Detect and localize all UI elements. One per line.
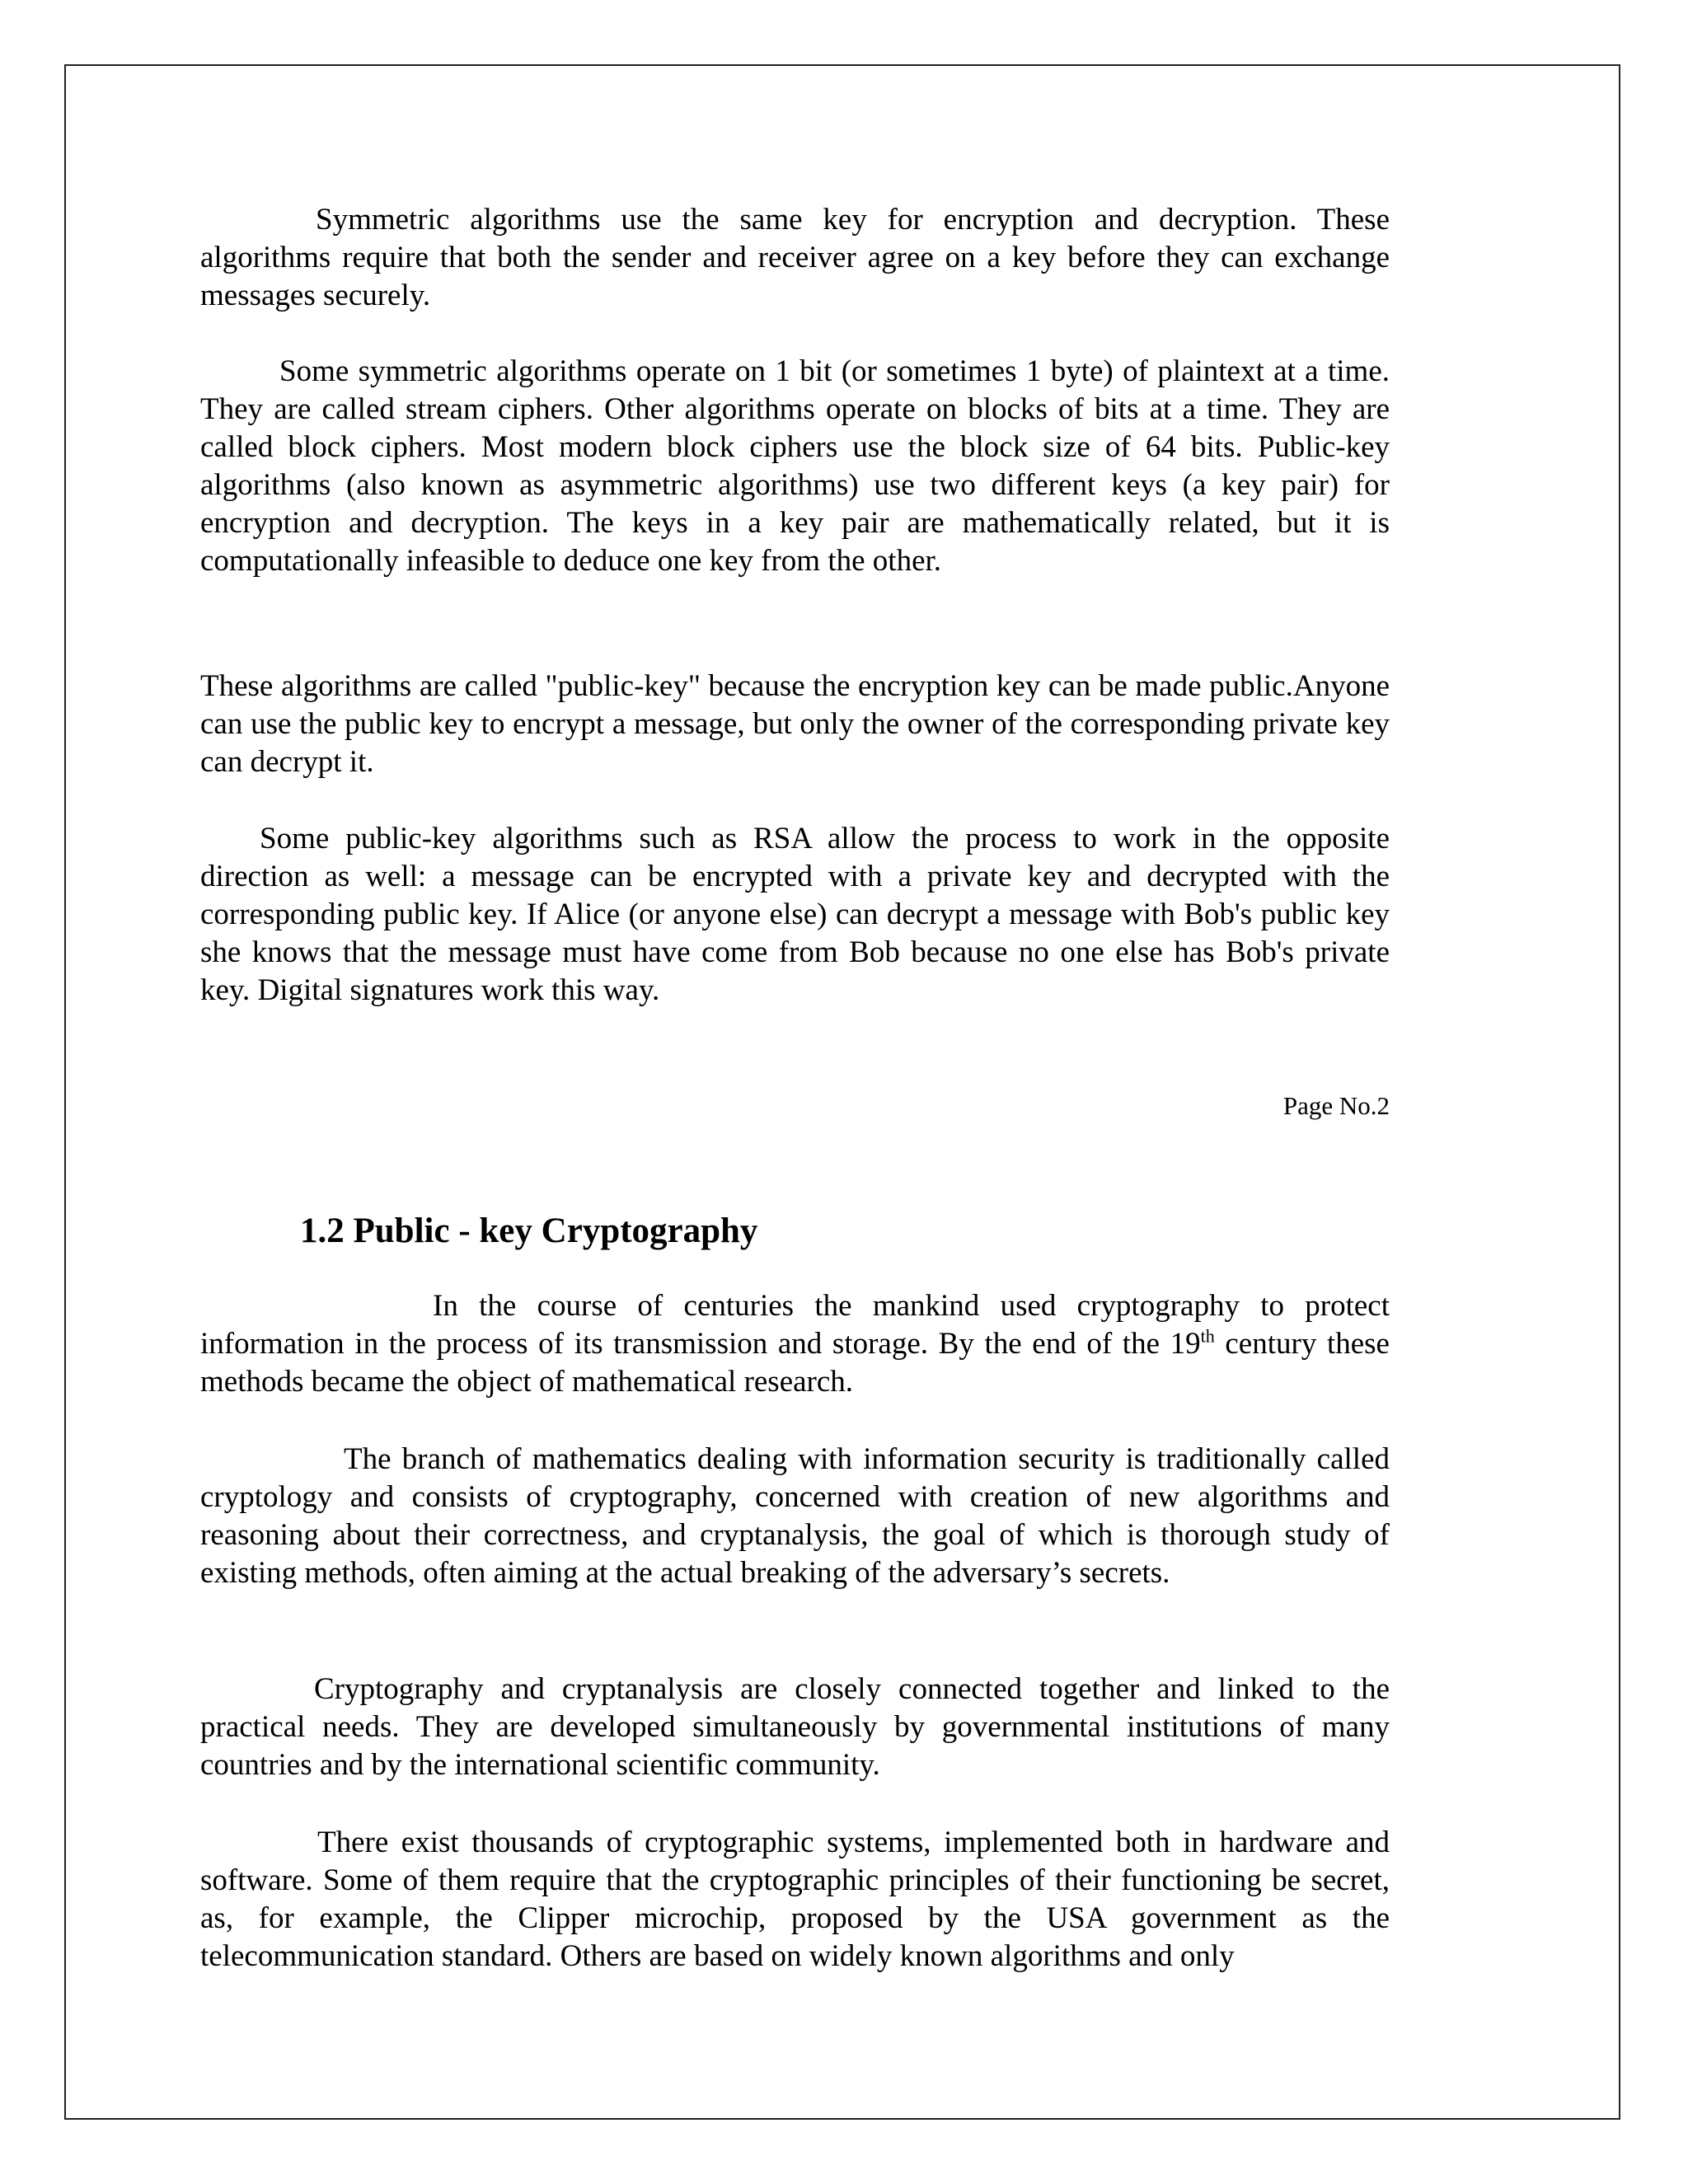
paragraph-stream-block-ciphers: Some symmetric algorithms operate on 1 bit (or sometimes 1 byte) of plaintext at a time. They are called stream ciphers. Other algorithms operate on blocks of bits at a time. They are called block ciphers. Most modern block ciphers use the block size of 64 bits. Public-key algorithms (also known as asymmetric algorithms) use two different keys (a key pair) for encryption and decryption. The keys in a key pair are mathematically related, but it is computationally infeasible to deduce one key from the other. [200,354,1390,578]
history-text-before: In the course of centuries the mankind used cryptography to protect information in the process of its transmission and storage. By the end of the 19 [200,1289,1390,1361]
paragraph-cryptographic-systems: There exist thousands of cryptographic systems, implemented both in hardware and software. Some of them require that the cryptographic principles of their functioning be secret, as, for example, the Clipper microchip, proposed by the USA government as the telecommunication standard. Others are based on widely known algorithms and only [200,1825,1390,1973]
ordinal-suffix: th [1200,1325,1215,1347]
paragraph-symmetric-algorithms: Symmetric algorithms use the same key for encryption and decryption. These algorithms require that both the sender and receiver agree on a key before they can exchange messages securely. [200,203,1390,312]
section-heading: 1.2 Public - key Cryptography [300,1212,758,1250]
paragraph-cryptology-branch: The branch of mathematics dealing with information security is traditionally called cryptology and consists of cryptography, concerned with creation of new algorithms and reasoning about their correctness, and cryptanalysis, the goal of which is thorough study of existing methods, often aiming at the actual breaking of the adversary’s secrets. [200,1442,1390,1590]
paragraph-cryptanalysis-connected: Cryptography and cryptanalysis are closely connected together and linked to the practical needs. They are developed simultaneously by governmental institutions of many countries and by the international scientific community. [200,1672,1390,1782]
history-text-after: century these methods became the object of mathematical research. [200,1327,1390,1399]
paragraph-history-cryptography [200,1287,1390,1401]
paragraph-rsa-signatures: Some public-key algorithms such as RSA allow the process to work in the opposite direction as well: a message can be encrypted with a private key and decrypted with the corresponding public key. If Alice (or anyone else) can decrypt a message with Bob's public key she knows that the message must have come from Bob because no one else has Bob's private key. Digital signatures work this way. [200,822,1390,1007]
page-number: Page No.2 [1282,1091,1390,1120]
paragraph-public-key-naming: These algorithms are called "public-key" because the encryption key can be made public.Anyone can use the public key to encrypt a message, but only the owner of the corresponding private key can decrypt it. [200,669,1390,779]
